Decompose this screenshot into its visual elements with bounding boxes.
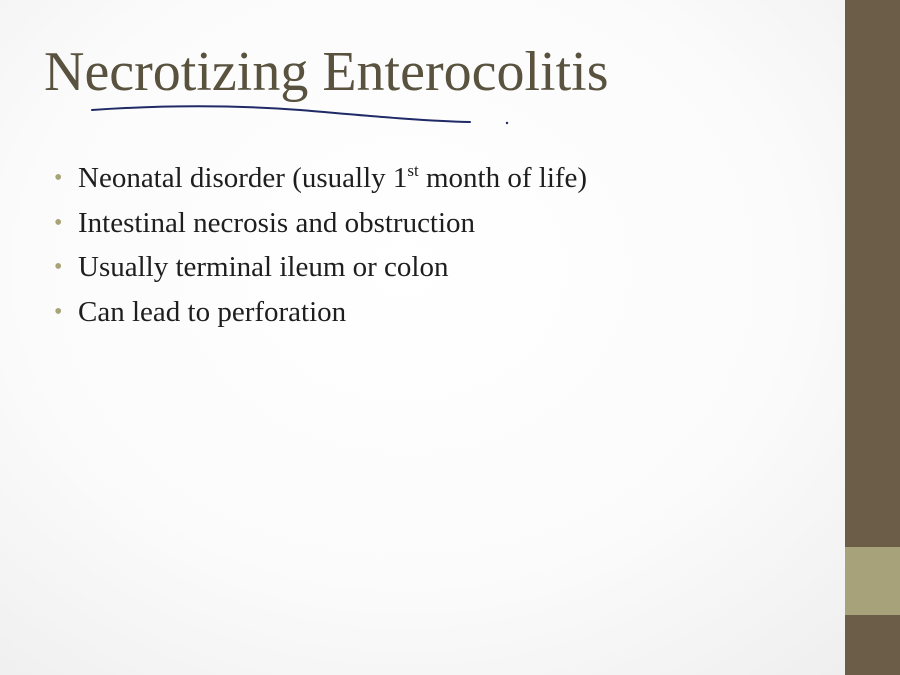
bullet-marker: • bbox=[54, 254, 63, 280]
bullet-item bbox=[54, 156, 587, 201]
bullet-text: Neonatal disorder (usually 1 bbox=[78, 162, 408, 194]
bullet-marker: • bbox=[54, 165, 63, 191]
bullet-item bbox=[54, 290, 587, 335]
bullet-marker: • bbox=[54, 298, 63, 325]
slide-sidebar-accent bbox=[845, 547, 900, 615]
bullet-item bbox=[54, 201, 587, 246]
bullet-text: Intestinal necrosis and obstruction bbox=[78, 206, 476, 239]
bullet-text: Can lead to perforation bbox=[78, 295, 347, 328]
bullet-marker: • bbox=[54, 209, 63, 236]
slide-title: Necrotizing Enterocolitis bbox=[44, 41, 609, 103]
bullet-superscript: st bbox=[407, 161, 419, 180]
bullet-text: Usually terminal ileum or colon bbox=[78, 251, 449, 283]
bullet-list bbox=[54, 156, 587, 334]
bullet-item bbox=[54, 245, 587, 290]
bullet-text-tail: month of life) bbox=[418, 162, 588, 194]
